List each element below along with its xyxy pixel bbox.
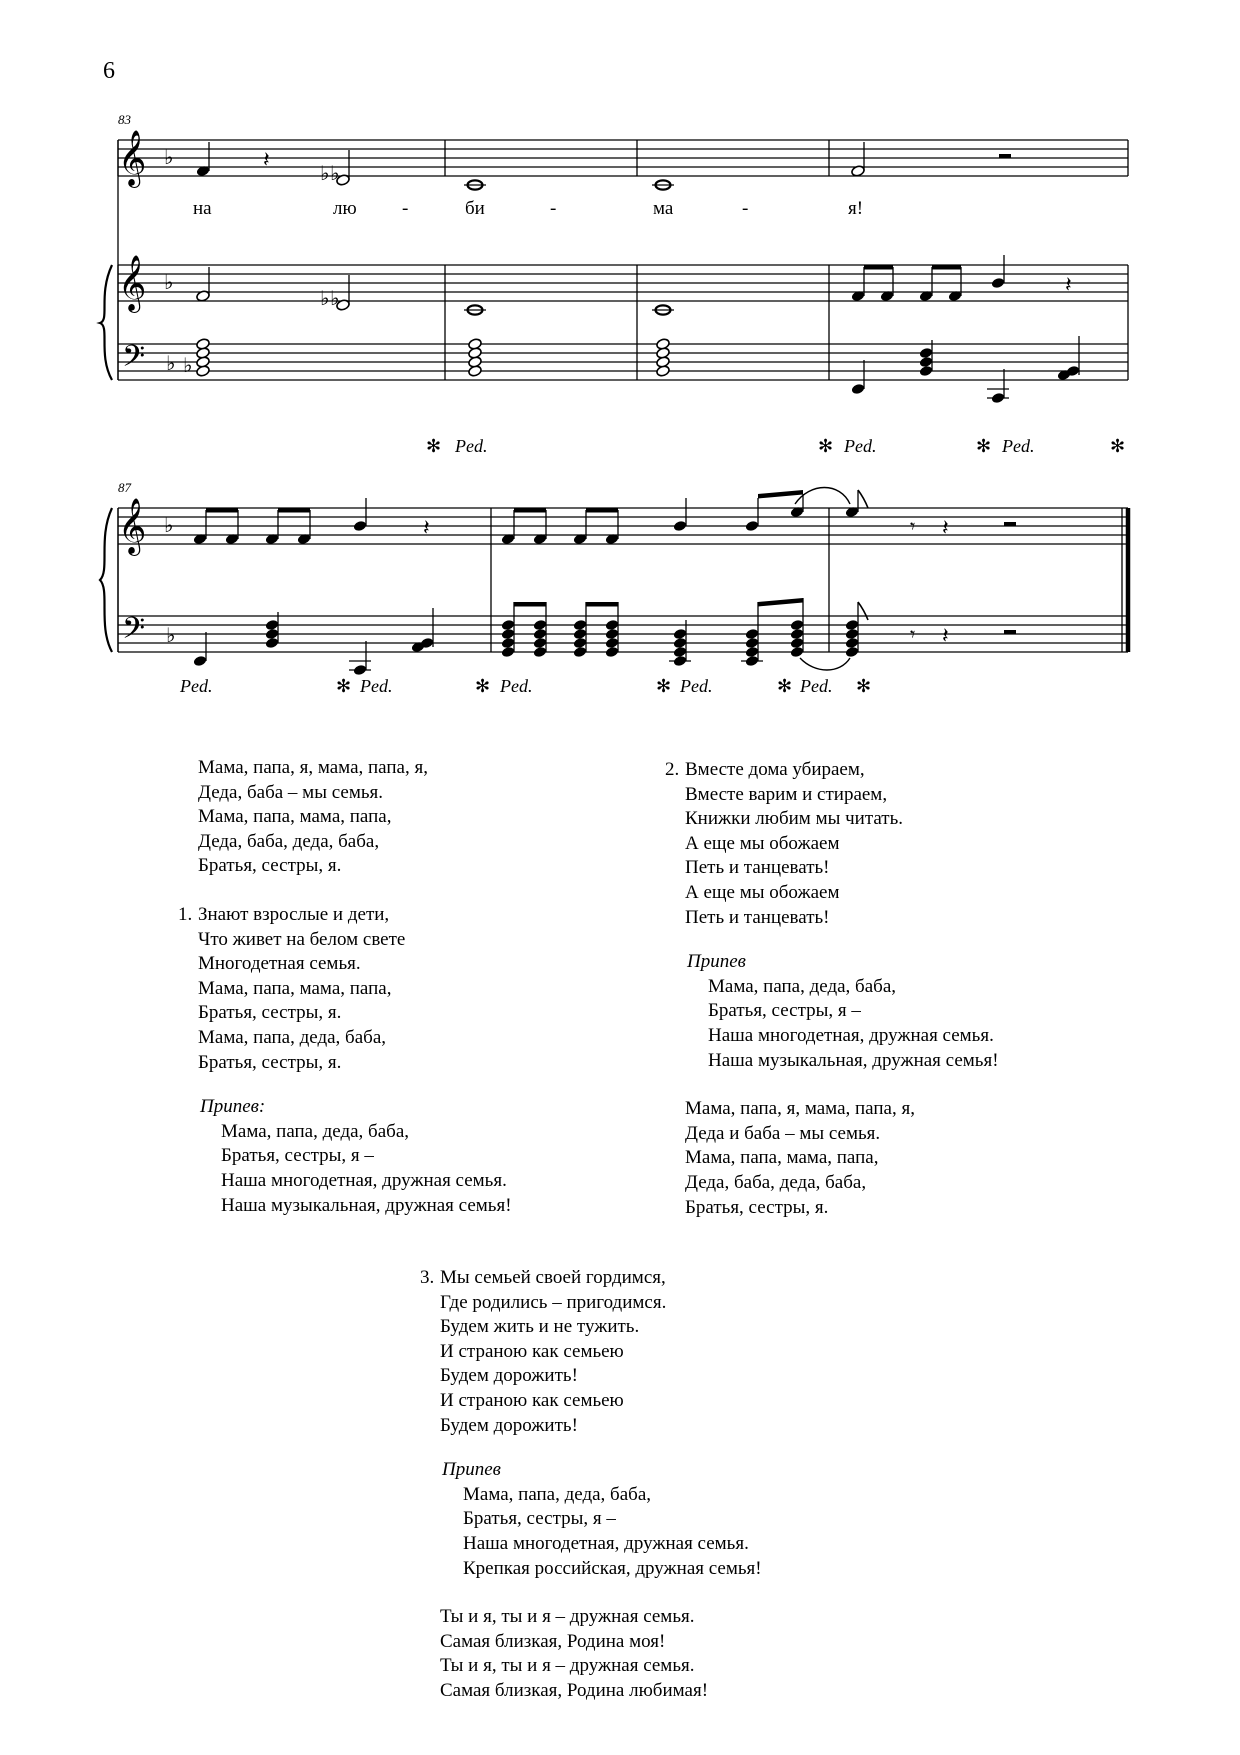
chord-note xyxy=(745,628,760,641)
refrain-line: Наша многодетная, дружная семья. xyxy=(463,1532,749,1554)
chord-note xyxy=(468,338,483,351)
chord-note xyxy=(919,347,934,360)
beam xyxy=(932,265,961,270)
lyric-line: Братья, сестры, я. xyxy=(685,1196,829,1218)
page-number: 6 xyxy=(103,58,115,84)
notation-marks xyxy=(100,142,1080,676)
quarter-rest: 𝄽 xyxy=(263,147,270,172)
treble-clef: 𝄞 xyxy=(118,500,147,553)
lyric-line xyxy=(420,1266,762,1291)
eighth-rest: 𝄾 xyxy=(910,516,916,538)
beam xyxy=(206,508,238,513)
verse-1 xyxy=(178,903,512,1218)
music-score xyxy=(0,0,1240,720)
lyric-line xyxy=(178,977,512,1002)
refrain-line: Крепкая российская, дружная семья! xyxy=(463,1557,762,1579)
beam xyxy=(586,508,618,513)
tie xyxy=(800,658,850,670)
lyric-line xyxy=(665,856,999,881)
pedal-mark: Ped. xyxy=(800,676,833,696)
lyric-line: Мама, папа, мама, папа, xyxy=(198,806,392,828)
pedal-release: ✻ xyxy=(336,676,352,696)
lyric-line: Мама, папа, мама, папа, xyxy=(685,1147,879,1169)
lyric-line xyxy=(665,906,999,931)
lyric-line xyxy=(665,758,999,783)
lyric-text: Братья, сестры, я. xyxy=(198,1002,342,1024)
vocal-syllable: - xyxy=(402,198,409,219)
note-c xyxy=(745,520,760,533)
beam xyxy=(758,490,803,499)
vocal-syllable: я! xyxy=(848,198,864,219)
flat-sign: ♭ xyxy=(320,163,330,185)
chord-note xyxy=(605,637,620,650)
pedal-mark: Ped. xyxy=(360,676,393,696)
lyric-line xyxy=(178,1001,512,1026)
chord-note xyxy=(673,628,688,641)
chord-note xyxy=(845,637,860,650)
beam xyxy=(864,265,893,270)
chord-note xyxy=(845,619,860,632)
pedal-mark: Ped. xyxy=(500,676,533,696)
vocal-syllable: лю xyxy=(333,198,357,219)
chord-note xyxy=(533,646,548,659)
chord-note xyxy=(656,338,671,351)
chord-note xyxy=(501,628,516,641)
flat-sign: ♭ xyxy=(164,515,174,537)
chord-note xyxy=(745,637,760,650)
chord-note xyxy=(573,637,588,650)
flat-sign: ♭ xyxy=(330,288,340,310)
pedal-release: ✻ xyxy=(1110,436,1126,456)
note-c xyxy=(353,520,368,533)
score-text xyxy=(118,112,1125,696)
pedal-mark: Ped. xyxy=(180,676,213,696)
lyric-text: Петь и танцевать! xyxy=(685,857,830,879)
bass-clef: 𝄢 xyxy=(122,340,146,380)
vocal-syllable: - xyxy=(550,198,557,219)
spacer xyxy=(665,1073,999,1097)
chord-note xyxy=(265,619,280,632)
chord-note xyxy=(745,646,760,659)
chord-note xyxy=(573,628,588,641)
lyric-line xyxy=(420,1389,762,1414)
verse-number: 1. xyxy=(178,904,193,925)
lyric-line xyxy=(665,807,999,832)
refrain-line: Мама, папа, деда, баба, xyxy=(221,1120,410,1142)
staff-lines xyxy=(118,140,1128,652)
refrain-line: Наша многодетная, дружная семья. xyxy=(221,1169,507,1191)
chord-note xyxy=(573,619,588,632)
chord-note xyxy=(265,628,280,641)
treble-clef: 𝄞 xyxy=(118,132,147,185)
quarter-rest: 𝄽 xyxy=(942,623,949,648)
lyric-text: Вместе дома убираем, xyxy=(685,759,865,780)
pedal-release: ✻ xyxy=(777,676,793,696)
pedal-release: ✻ xyxy=(818,436,834,456)
lyric-text: Мама, папа, деда, баба, xyxy=(198,1026,387,1048)
chord-note xyxy=(265,637,280,650)
lyric-text: И страною как семьею xyxy=(440,1389,624,1411)
pedal-mark: Ped. xyxy=(844,436,877,456)
chord-note xyxy=(790,619,805,632)
chord-note xyxy=(605,628,620,641)
chord-note xyxy=(501,619,516,632)
flag xyxy=(858,490,868,508)
lyric-text: Петь и танцевать! xyxy=(685,906,830,928)
lyric-line xyxy=(420,1340,762,1365)
flat-sign: ♭ xyxy=(164,272,174,294)
pedal-release: ✻ xyxy=(856,676,872,696)
lyric-text: Будем жить и не тужить. xyxy=(440,1316,640,1338)
lyric-line xyxy=(178,952,512,977)
treble-clef: 𝄞 xyxy=(118,257,147,310)
refrain-line: Наша музыкальная, дружная семья! xyxy=(708,1049,999,1071)
chord-note xyxy=(501,646,516,659)
bass-clef: 𝄢 xyxy=(122,612,146,652)
note-c xyxy=(673,520,688,533)
lyric-line xyxy=(665,783,999,808)
vocal-syllable: би xyxy=(465,198,485,219)
intro-chorus xyxy=(198,756,428,879)
lyric-line xyxy=(420,1414,762,1439)
lyric-text: А еще мы обожаем xyxy=(685,881,840,903)
lyric-line: Братья, сестры, я. xyxy=(198,855,342,877)
verse-3 xyxy=(420,1266,762,1704)
flag xyxy=(858,602,868,620)
quarter-rest: 𝄽 xyxy=(942,515,949,540)
refrain-line: Братья, сестры, я – xyxy=(463,1508,616,1530)
chord-note xyxy=(673,646,688,659)
lyric-text: Книжки любим мы читать. xyxy=(685,808,904,830)
pedal-release: ✻ xyxy=(656,676,672,696)
chord-note xyxy=(790,637,805,650)
lyric-line xyxy=(420,1364,762,1389)
lyric-line: Мама, папа, я, мама, папа, я, xyxy=(198,757,428,778)
refrain-line: Братья, сестры, я – xyxy=(708,1000,861,1022)
pedal-release: ✻ xyxy=(976,436,992,456)
lyric-text: Будем дорожить! xyxy=(440,1365,578,1387)
lyric-text: Что живет на белом свете xyxy=(198,928,406,950)
chord-note xyxy=(919,365,934,378)
lyric-line: Самая близкая, Родина любимая! xyxy=(440,1679,709,1701)
chord-note xyxy=(196,338,211,351)
brace xyxy=(100,265,112,380)
chord-note xyxy=(845,646,860,659)
lyric-line xyxy=(178,903,512,928)
lyric-line xyxy=(420,1315,762,1340)
lyric-line xyxy=(178,1051,512,1076)
chord-note xyxy=(501,637,516,650)
lyric-text: Где родились – пригодимся. xyxy=(440,1291,667,1313)
lyric-line: Мама, папа, я, мама, папа, я, xyxy=(685,1098,915,1120)
chord-note xyxy=(605,619,620,632)
beam xyxy=(278,508,310,513)
refrain-line: Мама, папа, деда, баба, xyxy=(463,1483,652,1505)
lyric-text: А еще мы обожаем xyxy=(685,832,840,854)
refrain-line: Наша многодетная, дружная семья. xyxy=(708,1024,994,1046)
lyric-line: Ты и я, ты и я – дружная семья. xyxy=(440,1606,695,1628)
lyric-line xyxy=(420,1291,762,1316)
eighth-rest: 𝄾 xyxy=(910,624,916,646)
pedal-mark: Ped. xyxy=(680,676,713,696)
lyric-text: Знают взрослые и дети, xyxy=(198,904,390,925)
half-rest xyxy=(999,154,1011,159)
lyric-line: Ты и я, ты и я – дружная семья. xyxy=(440,1655,695,1677)
verse-number: 3. xyxy=(420,1267,435,1288)
chord-note xyxy=(605,646,620,659)
refrain-line: Наша музыкальная, дружная семья! xyxy=(221,1194,512,1216)
flat-sign: ♭ xyxy=(164,147,174,169)
flat-sign: ♭ xyxy=(183,355,193,377)
flat-sign: ♭ xyxy=(166,625,176,647)
lyric-line xyxy=(665,881,999,906)
beam xyxy=(514,508,546,513)
refrain-title: Припев xyxy=(687,951,746,973)
note-f xyxy=(193,655,208,668)
lyric-line: Самая близкая, Родина моя! xyxy=(440,1630,666,1652)
lyric-line xyxy=(178,928,512,953)
refrain-title: Припев: xyxy=(200,1096,266,1118)
pedal-release: ✻ xyxy=(426,436,442,456)
lyric-text: Мама, папа, мама, папа, xyxy=(198,977,392,999)
lyric-line: Деда, баба – мы семья. xyxy=(198,781,383,803)
flat-sign: ♭ xyxy=(330,163,340,185)
chord-note xyxy=(845,628,860,641)
lyric-text: Вместе варим и стираем, xyxy=(685,783,888,805)
pedal-mark: Ped. xyxy=(455,436,488,456)
chord-note xyxy=(790,646,805,659)
refrain-line: Мама, папа, деда, баба, xyxy=(708,975,897,997)
beam xyxy=(758,598,803,607)
spacer xyxy=(420,1581,762,1605)
lyric-text: Многодетная семья. xyxy=(198,953,361,975)
vocal-syllable: - xyxy=(742,198,749,219)
chord-note xyxy=(673,637,688,650)
half-rest xyxy=(1004,522,1016,527)
half-rest xyxy=(1004,630,1016,635)
lyric-line xyxy=(178,1026,512,1051)
lyric-text: Будем дорожить! xyxy=(440,1414,578,1436)
beam xyxy=(514,602,546,607)
chord-note xyxy=(790,628,805,641)
verse-number: 2. xyxy=(665,759,680,780)
chord-note xyxy=(533,628,548,641)
quarter-rest: 𝄽 xyxy=(1065,272,1072,297)
lyric-text: Мы семьей своей гордимся, xyxy=(440,1267,666,1288)
brace xyxy=(100,508,112,652)
chord-note xyxy=(533,619,548,632)
measure-number: 83 xyxy=(118,112,131,127)
lyric-line xyxy=(665,832,999,857)
refrain-line: Братья, сестры, я – xyxy=(221,1145,374,1167)
quarter-rest: 𝄽 xyxy=(423,515,430,540)
flat-sign: ♭ xyxy=(320,288,330,310)
vocal-syllable: на xyxy=(193,198,212,219)
chord-note xyxy=(573,646,588,659)
lyric-line: Деда и баба – мы семья. xyxy=(685,1122,881,1144)
lyric-line: Деда, баба, деда, баба, xyxy=(198,830,380,852)
lyric-text: Братья, сестры, я. xyxy=(198,1051,342,1073)
note-f xyxy=(851,383,866,396)
pedal-mark: Ped. xyxy=(1002,436,1035,456)
verse-2 xyxy=(665,758,999,1220)
chord-note xyxy=(919,356,934,369)
vocal-syllable: ма xyxy=(653,198,674,219)
beam xyxy=(586,602,618,607)
measure-number: 87 xyxy=(118,480,131,495)
flat-sign: ♭ xyxy=(166,353,176,375)
chord-note xyxy=(533,637,548,650)
lyric-text: И страною как семьею xyxy=(440,1340,624,1362)
lyric-line: Деда, баба, деда, баба, xyxy=(685,1171,867,1193)
note-c xyxy=(991,277,1006,290)
refrain-title: Припев xyxy=(442,1459,501,1481)
pedal-release: ✻ xyxy=(475,676,491,696)
